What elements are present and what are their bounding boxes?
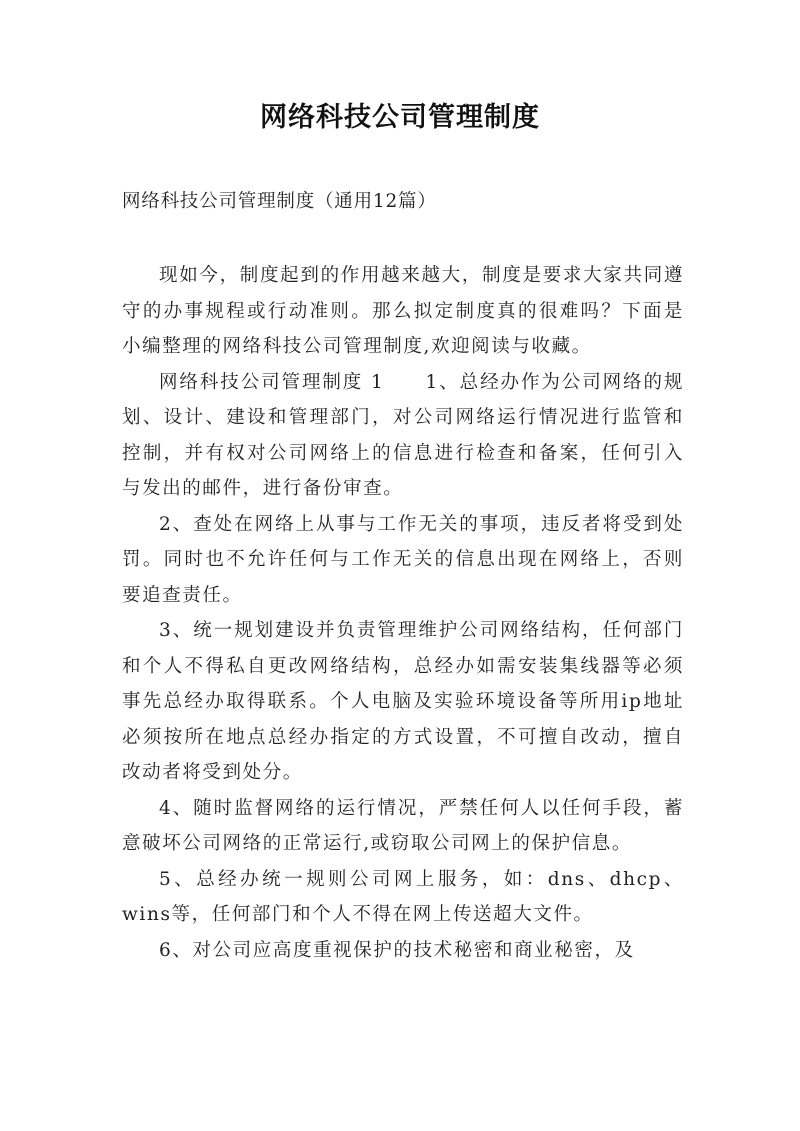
paragraph-item-1: 网络科技公司管理制度 1 1、总经办作为公司网络的规划、设计、建设和管理部门，对公司网络运行情况进行监管和控制，并有权对公司网络上的信息进行检查和备案，任何引入与发出的邮件，进行备份审查。 <box>122 371 684 499</box>
document-body <box>122 258 684 968</box>
paragraph-item-4: 4、随时监督网络的运行情况，严禁任何人以任何手段，蓄意破坏公司网络的正常运行,或窃取公司网上的保护信息。 <box>122 797 684 854</box>
document-subtitle: 网络科技公司管理制度（通用12篇） <box>122 191 437 212</box>
paragraph-item-6: 6、对公司应高度重视保护的技术秘密和商业秘密，及 <box>159 939 635 961</box>
paragraph-intro: 现如今，制度起到的作用越来越大，制度是要求大家共同遵守的办事规程或行动准则。那么拟定制度真的很难吗？下面是小编整理的网络科技公司管理制度,欢迎阅读与收藏。 <box>122 265 684 357</box>
paragraph-item-3: 3、统一规划建设并负责管理维护公司网络结构，任何部门和个人不得私自更改网络结构，总经办如需安装集线器等必须事先总经办取得联系。个人电脑及实验环境设备等所用ip地址必须按所在地点总经办指定的方式设置，不可擅自改动，擅自改动者将受到处分。 <box>122 620 684 783</box>
document-title: 网络科技公司管理制度 <box>260 102 540 133</box>
paragraph-item-2: 2、查处在网络上从事与工作无关的事项，违反者将受到处罚。同时也不允许任何与工作无关的信息出现在网络上，否则要追查责任。 <box>122 513 684 606</box>
paragraph-item-5: 5、总经办统一规则公司网上服务，如：dns、dhcp、wins等，任何部门和个人不得在网上传送超大文件。 <box>122 868 684 925</box>
